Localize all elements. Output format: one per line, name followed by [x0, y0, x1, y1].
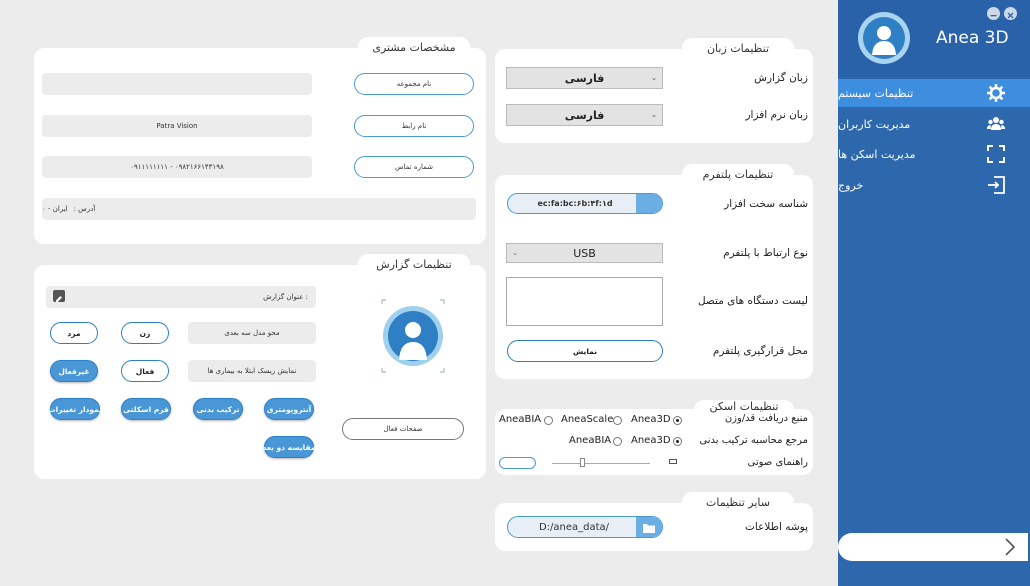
gender-male-button[interactable]: مرد [50, 322, 98, 344]
connection-type-value: USB [573, 246, 596, 260]
phone-value[interactable]: ۰۹۱۱۱۱۱۱۱۱ - ۰۹۸۲۱۶۶۱۴۳۱۹۸ [42, 156, 312, 178]
hardware-id-label: شناسه سخت افزار [724, 198, 808, 210]
report-title-field[interactable] [46, 286, 316, 308]
volume-slider[interactable] [552, 458, 650, 468]
scan-frame-icon [986, 144, 1006, 164]
address-value: ایران - ۰ [42, 205, 68, 213]
exit-icon [986, 175, 1006, 195]
platform-card-title: تنظیمات پلتفرم [682, 164, 794, 186]
sidebar-item-label: خروج [838, 178, 864, 192]
inactive-button[interactable]: غیرفعال [50, 360, 98, 382]
connected-devices-list[interactable] [506, 277, 663, 326]
user-avatar-icon[interactable] [858, 12, 910, 64]
data-folder-label: پوشه اطلاعات [745, 521, 808, 533]
sidebar [838, 0, 1030, 586]
hardware-id-value: ec:fa:bc:۶b:۴f:۱d [537, 199, 613, 208]
platform-location-label: محل قرارگیری پلتفرم [712, 345, 808, 357]
close-icon[interactable] [1004, 7, 1017, 20]
reference-aneabia-label: AneaBIA [569, 435, 612, 446]
source-anea3d-label: Anea3D [631, 414, 671, 425]
chevron-right-icon [1002, 537, 1018, 557]
gear-icon [986, 83, 1006, 103]
sidebar-item-label: مدیریت کاربران [838, 117, 911, 131]
data-folder-field[interactable] [507, 516, 663, 538]
customer-card-title: مشخصات مشتری [358, 37, 470, 59]
source-aneabia-radio[interactable] [544, 416, 553, 425]
users-icon [986, 114, 1006, 134]
reference-aneabia-radio[interactable] [613, 437, 622, 446]
collapse-bar[interactable] [838, 533, 1028, 561]
speaker-icon[interactable] [669, 459, 677, 464]
volume-slider-thumb[interactable] [580, 458, 585, 467]
contact-name-label: نام رابط [354, 115, 474, 137]
language-card [495, 49, 813, 143]
voice-guide-label: راهنمای صوتی [747, 457, 808, 468]
blur-model-label: محو مدل سه بعدی [188, 322, 316, 344]
minimize-icon[interactable] [987, 7, 1000, 20]
active-pages-button[interactable]: صفحات فعال [342, 418, 464, 440]
gender-female-button[interactable]: زن [121, 322, 169, 344]
tab-anthropometry[interactable]: آنتروپومتری [264, 398, 314, 420]
report-language-select[interactable] [506, 67, 663, 89]
other-card-title: سایر تنظیمات [682, 492, 794, 514]
hardware-id-field[interactable] [507, 193, 663, 214]
customer-name-label: نام مجموعه [354, 73, 474, 95]
tab-skeletal-form[interactable]: فرم اسکلتی [121, 398, 171, 420]
address-field[interactable] [42, 198, 476, 220]
tab-change-chart[interactable]: نمودار تغییرات [50, 398, 100, 420]
sidebar-item-label: مدیریت اسکن ها [838, 147, 916, 161]
tab-body-composition[interactable]: ترکیب بدنی [193, 398, 243, 420]
report-language-label: زبان گزارش [754, 72, 808, 84]
report-avatar-icon[interactable] [378, 298, 448, 374]
folder-icon [636, 517, 662, 538]
app-name: Anea 3D [936, 28, 1009, 48]
language-card-title: تنظیمات زبان [682, 38, 794, 60]
report-title-label: عنوان گزارش : [263, 293, 308, 301]
chevron-down-icon: ⌄ [512, 249, 518, 257]
sidebar-item-user-management[interactable] [838, 110, 1030, 138]
active-button[interactable]: فعال [121, 360, 169, 382]
sidebar-item-label: تنظیمات سیستم [838, 86, 914, 100]
sidebar-item-system-settings[interactable] [838, 79, 1030, 107]
connection-type-label: نوع ارتباط با پلتفرم [723, 247, 808, 259]
report-language-value: فارسی [564, 71, 605, 85]
sidebar-item-exit[interactable] [838, 171, 1030, 199]
sidebar-item-scan-management[interactable] [838, 140, 1030, 168]
source-aneabia-label: AneaBIA [499, 414, 542, 425]
edit-icon[interactable] [53, 290, 65, 302]
phone-label: شماره تماس [354, 156, 474, 178]
voice-guide-toggle[interactable] [499, 457, 536, 469]
report-card-title: تنظیمات گزارش [358, 254, 470, 276]
folder-browse-button[interactable] [636, 517, 662, 538]
software-language-value: فارسی [564, 108, 605, 122]
reference-anea3d-radio[interactable] [673, 437, 682, 446]
contact-name-value[interactable]: Patra Vision [42, 115, 312, 137]
software-language-select[interactable] [506, 104, 663, 126]
compare-button[interactable]: مقایسه دو بعد [264, 436, 314, 458]
chevron-down-icon: ⌄ [651, 74, 657, 82]
scan-card-title: تنظیمات اسکن [694, 400, 794, 414]
composition-reference-label: مرجع محاسبه ترکیب بدنی [699, 435, 808, 446]
hardware-id-copy-tab[interactable] [636, 194, 662, 214]
address-label: آدرس : [73, 205, 96, 213]
data-folder-value: D:/anea_data/ [538, 521, 610, 533]
height-weight-source-label: منبع دریافت قد/وزن [724, 413, 808, 424]
source-aneascale-radio[interactable] [613, 416, 622, 425]
connected-devices-label: لیست دستگاه های متصل [697, 295, 808, 307]
show-location-button[interactable]: نمایش [507, 340, 663, 362]
reference-anea3d-label: Anea3D [631, 435, 671, 446]
disease-risk-label: نمایش ریسک ابتلا به بیماری ها [188, 360, 316, 382]
chevron-down-icon: ⌄ [651, 111, 657, 119]
customer-name-value[interactable] [42, 73, 312, 95]
source-aneascale-label: AneaScale [561, 414, 614, 425]
source-anea3d-radio[interactable] [673, 416, 682, 425]
connection-type-select[interactable] [506, 243, 663, 263]
software-language-label: زبان نرم افزار [745, 109, 808, 121]
volume-slider-track [552, 463, 650, 464]
